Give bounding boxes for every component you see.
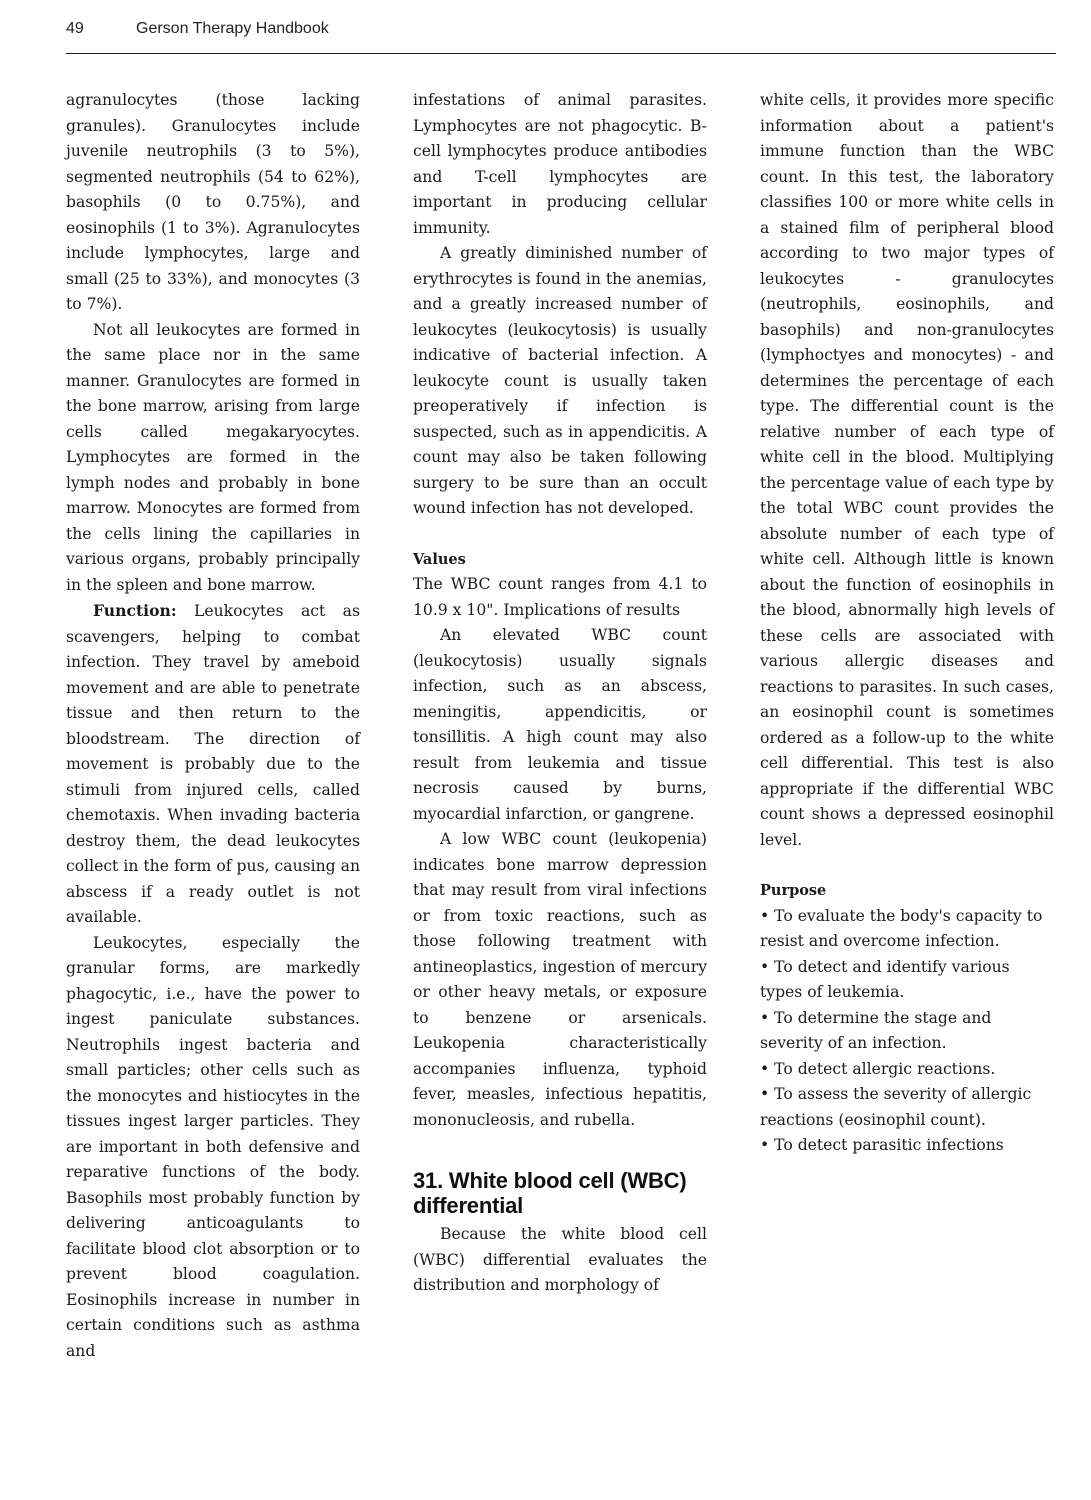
spacer — [760, 853, 1054, 878]
list-item: • To detect allergic reactions. — [760, 1057, 1054, 1083]
list-item: • To detect and identify various types of leukemia. — [760, 955, 1054, 1006]
column-1 — [66, 88, 360, 1364]
spacer — [413, 522, 707, 547]
paragraph: A greatly diminished number of erythrocytes is found in the anemias, and a greatly increased number of leukocytes (leukocytosis) is usually indicative of bacterial infection. A leukocyte count is usually taken preoperatively if infection is suspected, such as in appendicitis. A count may also be taken following surgery to be sure than an occult wound infection has not developed. — [413, 244, 707, 517]
paragraph: white cells, it provides more specific information about a patient's immune function than the WBC count. In this test, the laboratory classifies 100 or more white cells in a stained film of peripheral blood according to two major types of leukocytes - granulocytes (neutrophils, eosinophils, and basophils) and non-granulocytes (lymphoctyes and monocytes) - and determines the percentage of each type. The differential count is the relative number of each type of white cell in the blood. Multiplying the percentage value of each type by the total WBC count provides the absolute number of each type of white cell. Although little is known about the function of eosinophils in the blood, abnormally high levels of these cells are associated with various allergic diseases and reactions to parasites. In such cases, an eosinophil count is sometimes ordered as a follow-up to the white cell differential. This test is also appropriate if the differential WBC count shows a depressed eosinophil level. — [760, 91, 1054, 849]
paragraph: An elevated WBC count (leukocytosis) usually signals infection, such as an abscess, meningitis, appendicitis, or tonsillitis. A high count may also result from leukemia and tissue necrosis caused by burns, myocardial infarction, or gangrene. — [413, 626, 707, 823]
list-item: • To evaluate the body's capacity to resist and overcome infection. — [760, 904, 1054, 955]
function-label: Function: — [93, 601, 177, 620]
list-item: • To assess the severity of allergic reactions (eosinophil count). — [760, 1082, 1054, 1133]
running-header — [66, 20, 1056, 48]
column-3 — [760, 88, 1054, 1159]
paragraph: The WBC count ranges from 4.1 to 10.9 x 10". Implications of results — [413, 575, 707, 619]
list-item: • To detect parasitic infections — [760, 1133, 1054, 1159]
page-number: 49 — [66, 20, 84, 37]
header-rule — [66, 53, 1056, 54]
paragraph: agranulocytes (those lacking granules). Granulocytes include juvenile neutrophils (3 to 5%), segmented neutrophils (54 to 62%), basophils (0 to 0.75%), and eosinophils (1 to 3%). Agranulocytes include lymphocytes, large and small (25 to 33%), and monocytes (3 to 7%). — [66, 91, 360, 313]
paragraph: infestations of animal parasites. Lymphocytes are not phagocytic. B-cell lymphocytes produce antibodies and T-cell lymphocytes are important in producing cellular immunity. — [413, 91, 707, 237]
list-item: • To determine the stage and severity of an infection. — [760, 1006, 1054, 1057]
values-heading: Values — [413, 550, 466, 568]
paragraph: Because the white blood cell (WBC) differential evaluates the distribution and morphology of — [413, 1225, 707, 1294]
paragraph: A low WBC count (leukopenia) indicates bone marrow depression that may result from viral infections or from toxic reactions, such as those following treatment with antineoplastics, ingestion of mercury or other heavy metals, or exposure to benzene or arsenicals. Leukopenia characteristically accompanies influenza, typhoid fever, measles, infectious hepatitis, mononucleosis, and rubella. — [413, 830, 707, 1129]
purpose-heading: Purpose — [760, 882, 827, 899]
book-title: Gerson Therapy Handbook — [136, 20, 329, 37]
paragraph-function — [66, 598, 360, 931]
paragraph: Leukocytes, especially the granular forms, are markedly phagocytic, i.e., have the power to ingest paniculate substances. Neutrophils ingest bacteria and small particles; other cells such as the monocytes and histiocytes in the tissues ingest larger particles. They are important in both defensive and reparative functions of the body. Basophils most probably function by delivering anticoagulants to facilitate blood clot absorption or to prevent blood coagulation. Eosinophils increase in number in certain conditions such as asthma and — [66, 933, 360, 1360]
purpose-list — [760, 904, 1054, 1159]
column-2 — [413, 88, 707, 1299]
spacer — [413, 1133, 707, 1168]
function-text: Leukocytes act as scavengers, helping to combat infection. They travel by ameboid movement and are able to penetrate tissue and then return to the bloodstream. The direction of movement is probably due to the stimuli from injured cells, called chemotaxis. When invading bacteria destroy them, the dead leukocytes collect in the form of pus, causing an abscess if a ready outlet is not available. — [66, 602, 360, 926]
section-title: 31. White blood cell (WBC) differential — [413, 1168, 687, 1218]
paragraph: Not all leukocytes are formed in the same place nor in the same manner. Granulocytes are formed in the bone marrow, arising from large cells called megakaryocytes. Lymphocytes are formed in the lymph nodes and probably in bone marrow. Monocytes are formed from the cells lining the capillaries in various organs, probably principally in the spleen and bone marrow. — [66, 320, 360, 594]
